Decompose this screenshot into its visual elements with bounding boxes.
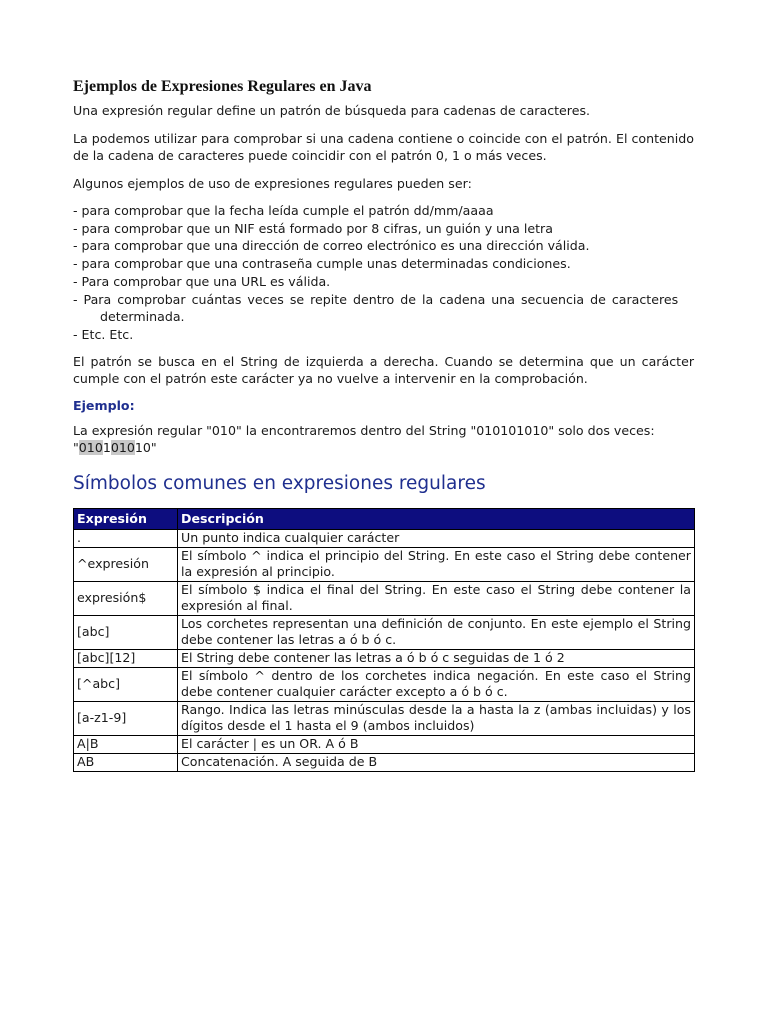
usage-list xyxy=(73,202,694,344)
list-item: - Para comprobar cuántas veces se repite dentro de la cadena una secuencia de caracteres xyxy=(73,291,679,307)
table-row xyxy=(74,615,695,649)
cell-description: El símbolo ^ indica el principio del String. En este caso el String debe contener la expresión al principio. xyxy=(178,547,695,581)
example-quote-open: " xyxy=(73,440,79,456)
table-row xyxy=(74,701,695,735)
table-header-expression: Expresión xyxy=(74,508,178,529)
cell-expression: [a-z1-9] xyxy=(74,701,178,735)
list-item: - para comprobar que un NIF está formado por 8 cifras, un guión y una letra xyxy=(73,220,553,236)
example-match-2: 010 xyxy=(110,440,135,456)
example-separator: 1 xyxy=(102,440,111,456)
cell-description: Rango. Indica las letras minúsculas desde la a hasta la z (ambas incluidas) y los dígitos desde el 1 hasta el 9 (ambos incluidos) xyxy=(178,701,695,735)
cell-description: Los corchetes representan una definición de conjunto. En este ejemplo el String debe contener las letras a ó b ó c. xyxy=(178,615,695,649)
cell-description: El símbolo $ indica el final del String. En este caso el String debe contener la expresión al final. xyxy=(178,581,695,615)
table-row xyxy=(74,735,695,753)
section-title: Símbolos comunes en expresiones regulares xyxy=(73,472,486,494)
list-item: - Etc. Etc. xyxy=(73,326,134,342)
cell-expression: ^expresión xyxy=(74,547,178,581)
usage-paragraph: La podemos utilizar para comprobar si una cadena contiene o coincide con el patrón. El contenido de la cadena de caracteres puede coincidir con el patrón 0, 1 o más veces. xyxy=(73,130,694,163)
table-row xyxy=(74,649,695,667)
example-paragraph xyxy=(73,422,694,457)
cell-description: El String debe contener las letras a ó b ó c seguidas de 1 ó 2 xyxy=(178,649,695,667)
example-match-1: 010 xyxy=(78,440,103,456)
cell-expression: [^abc] xyxy=(74,667,178,701)
example-quote-close: 10" xyxy=(134,440,157,456)
list-item: - Para comprobar que una URL es válida. xyxy=(73,273,331,289)
page-title: Ejemplos de Expresiones Regulares en Java xyxy=(73,78,372,95)
regex-table xyxy=(73,508,695,772)
cell-expression: expresión$ xyxy=(74,581,178,615)
cell-description: Concatenación. A seguida de B xyxy=(178,753,695,771)
cell-expression: . xyxy=(74,529,178,547)
pattern-paragraph: El patrón se busca en el String de izquierda a derecha. Cuando se determina que un carácter cumple con el patrón este carácter ya no vuelve a intervenir en la comprobación. xyxy=(73,353,694,387)
intro-paragraph: Una expresión regular define un patrón de búsqueda para cadenas de caracteres. xyxy=(73,103,591,118)
list-item: - para comprobar que la fecha leída cumple el patrón dd/mm/aaaa xyxy=(73,203,494,218)
cell-description: El carácter | es un OR. A ó B xyxy=(178,735,695,753)
table-header-description: Descripción xyxy=(178,508,695,529)
table-row xyxy=(74,581,695,615)
table-row xyxy=(74,547,695,581)
examples-intro: Algunos ejemplos de uso de expresiones regulares pueden ser: xyxy=(73,175,472,191)
example-label: Ejemplo: xyxy=(73,397,135,413)
list-item: - para comprobar que una contraseña cumple unas determinadas condiciones. xyxy=(73,256,571,272)
table-row xyxy=(74,529,695,547)
cell-description: El símbolo ^ dentro de los corchetes indica negación. En este caso el String debe contener cualquier carácter excepto a ó b ó c. xyxy=(178,667,695,701)
cell-expression: [abc][12] xyxy=(74,649,178,667)
cell-description: Un punto indica cualquier carácter xyxy=(178,529,695,547)
list-item: - para comprobar que una dirección de correo electrónico es una dirección válida. xyxy=(73,238,590,254)
cell-expression: AB xyxy=(74,753,178,771)
table-row xyxy=(74,667,695,701)
document-page xyxy=(73,78,694,772)
cell-expression: [abc] xyxy=(74,615,178,649)
table-row xyxy=(74,753,695,771)
cell-expression: A|B xyxy=(74,735,178,753)
list-item-continuation: determinada. xyxy=(100,309,185,325)
example-text: La expresión regular "010" la encontraremos dentro del String "010101010" solo dos veces: xyxy=(73,422,655,438)
